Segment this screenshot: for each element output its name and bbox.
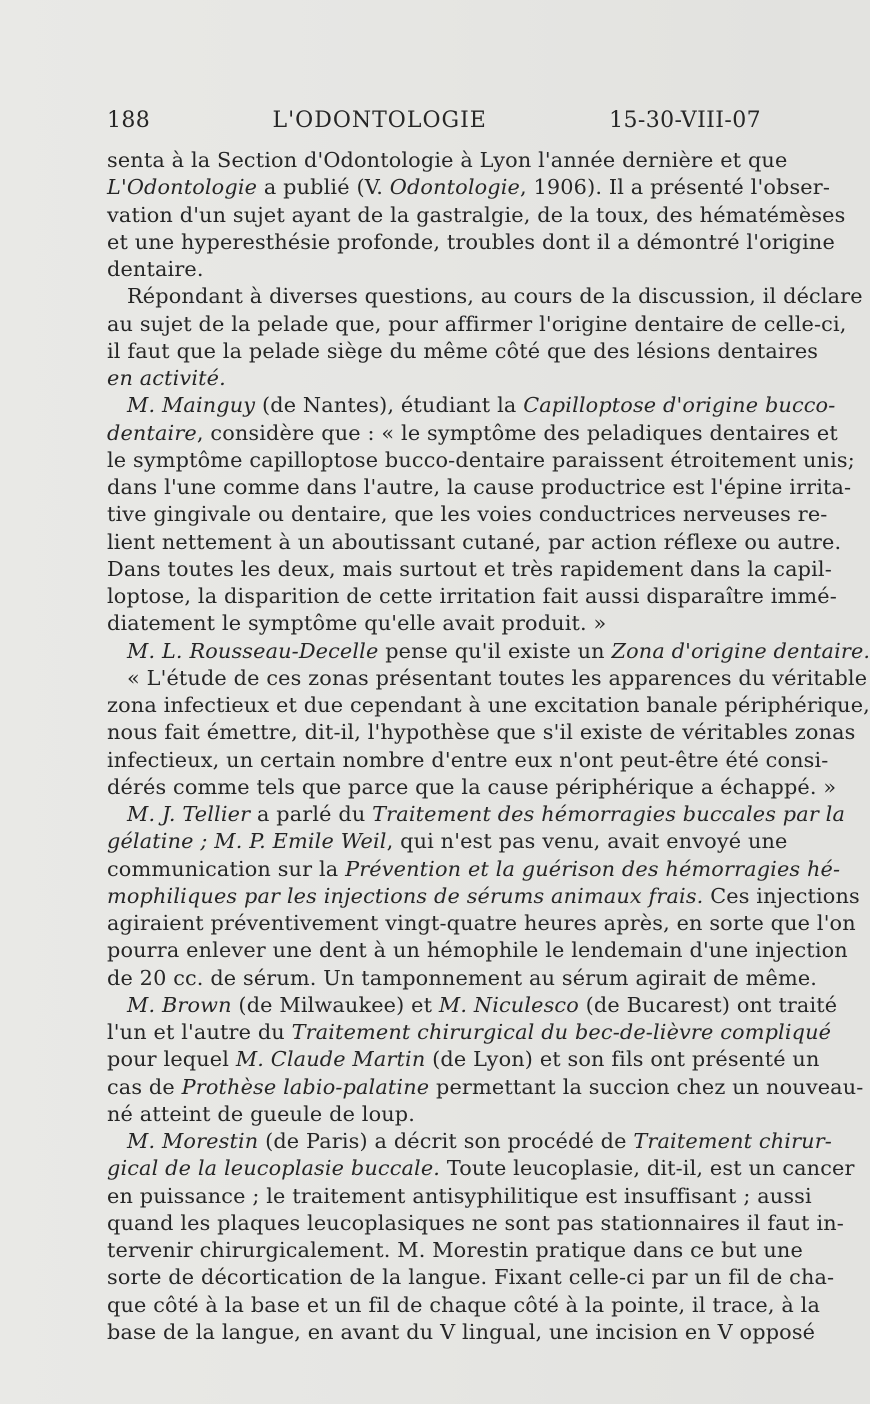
- italic-text: Traitement chirur-: [633, 1129, 832, 1153]
- journal-title: L'ODONTOLOGIE: [272, 108, 487, 133]
- text-line: [107, 937, 848, 964]
- text-line: [107, 665, 868, 692]
- text-segment: (de Nantes), étudiant la: [255, 393, 524, 418]
- text-line: [107, 1046, 820, 1073]
- text-segment: , considère que : « le symptôme des peladiques dentaires et: [196, 420, 838, 445]
- text-segment: loptose, la disparition de cette irritation fait aussi disparaître immé-: [107, 584, 837, 608]
- text-segment: pourra enlever une dent à un hémophile le lendemain d'une injection: [107, 938, 848, 963]
- italic-text: Capilloptose d'origine bucco-: [523, 393, 836, 418]
- running-header: [107, 108, 761, 138]
- text-line: [107, 1074, 864, 1101]
- text-line: [107, 474, 852, 501]
- text-segment: dans l'une comme dans l'autre, la cause productrice est l'épine irrita-: [107, 475, 852, 499]
- text-line: [107, 1264, 835, 1291]
- text-line: [107, 283, 863, 310]
- text-line: [107, 174, 830, 201]
- italic-text: Traitement chirurgical du bec-de-lièvre compliqué: [291, 1020, 832, 1044]
- text-segment: en puissance ; le traitement antisyphilitique est insuffisant ; aussi: [107, 1183, 812, 1208]
- text-segment: vation d'un sujet ayant de la gastralgie, de la toux, des hématémèses: [107, 202, 846, 227]
- text-segment: (de Paris) a décrit son procédé de: [258, 1129, 634, 1153]
- text-segment: cas de: [107, 1074, 182, 1099]
- text-segment: il faut que la pelade siège du même côté que des lésions dentaires: [107, 338, 819, 363]
- italic-text: M. L. Rousseau-Decelle: [127, 638, 379, 663]
- text-segment: de 20 cc. de sérum. Un tamponnement au sérum agirait de même.: [107, 965, 818, 990]
- text-segment: zona infectieux et due cependant à une excitation banale périphérique,: [107, 693, 870, 717]
- text-segment: agiraient préventivement vingt-quatre heures après, en sorte que l'on: [107, 911, 856, 935]
- italic-text: mophiliques par les injections de sérums animaux frais.: [107, 883, 704, 908]
- italic-text: en activité.: [107, 366, 226, 390]
- text-line: [107, 1237, 803, 1264]
- text-segment: (de Milwaukee) et: [231, 992, 439, 1017]
- italic-text: Traitement des hémorragies buccales par la: [372, 802, 846, 826]
- italic-text: gical de la leucoplasie buccale.: [107, 1156, 441, 1181]
- text-segment: nous fait émettre, dit-il, l'hypothèse que s'il existe de véritables zonas: [107, 720, 856, 745]
- text-line: [107, 910, 856, 937]
- text-line: [107, 529, 842, 556]
- text-segment: senta à la Section d'Odontologie à Lyon l'année dernière et que: [107, 148, 788, 172]
- italic-text: Prothèse labio-palatine: [181, 1074, 430, 1099]
- italic-text: Odontologie: [389, 175, 521, 200]
- text-segment: pour lequel: [107, 1047, 236, 1072]
- italic-text: M. J. Tellier: [127, 802, 251, 826]
- text-segment: et une hyperesthésie profonde, troubles dont il a démontré l'origine: [107, 229, 835, 254]
- italic-text: M. Claude Martin: [235, 1047, 426, 1072]
- text-segment: dentaire.: [107, 257, 204, 281]
- text-line: [107, 202, 846, 229]
- text-segment: Ces injections: [703, 883, 860, 908]
- text-segment: tive gingivale ou dentaire, que les voies conductrices nerveuses re-: [107, 502, 828, 527]
- text-segment: né atteint de gueule de loup.: [107, 1101, 416, 1126]
- text-line: [107, 747, 829, 774]
- text-segment: sorte de décortication de la langue. Fixant celle-ci par un fil de cha-: [107, 1265, 835, 1290]
- text-segment: base de la langue, en avant du V lingual, une incision en V opposé: [107, 1319, 816, 1344]
- text-line: [107, 692, 870, 719]
- text-segment: au sujet de la pelade que, pour affirmer l'origine dentaire de celle-ci,: [107, 311, 847, 336]
- text-line: [107, 1210, 844, 1237]
- text-line: [107, 801, 846, 828]
- text-line: [107, 1292, 821, 1319]
- text-line: [107, 447, 855, 474]
- text-line: [107, 1019, 832, 1046]
- text-segment: l'un et l'autre du: [107, 1020, 292, 1044]
- italic-text: dentaire: [107, 420, 197, 445]
- text-line: [107, 420, 838, 447]
- text-segment: communication sur la: [107, 856, 346, 881]
- text-segment: (de Lyon) et son fils ont présenté un: [425, 1047, 820, 1072]
- text-line: [107, 719, 856, 746]
- text-segment: quand les plaques leucoplasiques ne sont pas stationnaires il faut in-: [107, 1210, 844, 1235]
- text-line: [107, 1183, 812, 1210]
- text-segment: Dans toutes les deux, mais surtout et très rapidement dans la capil-: [107, 556, 832, 581]
- text-line: [107, 229, 835, 256]
- italic-text: L'Odontologie: [107, 175, 258, 200]
- text-line: [107, 392, 836, 419]
- text-line: [107, 556, 832, 583]
- italic-text: M. Mainguy: [127, 393, 256, 418]
- text-segment: a parlé du: [250, 802, 373, 826]
- text-line: [107, 365, 761, 392]
- italic-text: Zona d'origine dentaire.: [611, 638, 870, 663]
- text-line: [107, 992, 838, 1019]
- text-segment: lient nettement à un aboutissant cutané, par action réflexe ou autre.: [107, 529, 842, 554]
- text-segment: , 1906). Il a présenté l'obser-: [520, 175, 830, 200]
- text-segment: permettant la succion chez un nouveau-: [429, 1074, 864, 1099]
- text-line: [107, 147, 788, 174]
- text-segment: a publié (V.: [257, 175, 390, 200]
- body-text: [107, 147, 870, 1346]
- italic-text: M. Brown: [127, 992, 232, 1017]
- italic-text: M. Morestin: [127, 1129, 259, 1153]
- text-segment: , qui n'est pas venu, avait envoyé une: [386, 829, 788, 854]
- text-segment: Toute leucoplasie, dit-il, est un cancer: [440, 1156, 855, 1181]
- text-line: [107, 965, 818, 992]
- text-line: [107, 256, 761, 283]
- italic-text: gélatine ; M. P. Emile Weil: [107, 829, 387, 854]
- text-line: [107, 311, 847, 338]
- italic-text: M. Niculesco: [438, 992, 579, 1017]
- text-line: [107, 1128, 832, 1155]
- text-segment: infectieux, un certain nombre d'entre eux n'ont peut-être été consi-: [107, 747, 829, 772]
- text-segment: diatement le symptôme qu'elle avait produit. »: [107, 611, 607, 636]
- issue-date: 15-30-VIII-07: [609, 108, 761, 133]
- text-segment: tervenir chirurgicalement. M. Morestin pratique dans ce but une: [107, 1238, 803, 1262]
- text-line: [107, 338, 819, 365]
- page-number: 188: [107, 108, 151, 133]
- text-line: [107, 1155, 855, 1182]
- text-segment: Répondant à diverses questions, au cours de la discussion, il déclare: [127, 284, 863, 309]
- italic-text: Prévention et la guérison des hémorragies hé-: [345, 856, 841, 881]
- text-line: [107, 638, 870, 665]
- text-segment: pense qu'il existe un: [378, 638, 612, 663]
- text-segment: (de Bucarest) ont traité: [578, 992, 838, 1017]
- text-segment: le symptôme capilloptose bucco-dentaire paraissent étroitement unis;: [107, 447, 855, 472]
- text-line: [107, 856, 841, 883]
- text-line: [107, 1319, 816, 1346]
- text-line: [107, 828, 788, 855]
- text-line: [107, 583, 837, 610]
- text-line: [107, 883, 860, 910]
- text-line: [107, 774, 837, 801]
- text-line: [107, 1101, 761, 1128]
- text-segment: que côté à la base et un fil de chaque côté à la pointe, il trace, à la: [107, 1292, 821, 1317]
- text-segment: dérés comme tels que parce que la cause périphérique a échappé. »: [107, 774, 837, 799]
- text-segment: « L'étude de ces zonas présentant toutes les apparences du véritable: [127, 665, 868, 690]
- text-line: [107, 610, 761, 637]
- text-line: [107, 501, 828, 528]
